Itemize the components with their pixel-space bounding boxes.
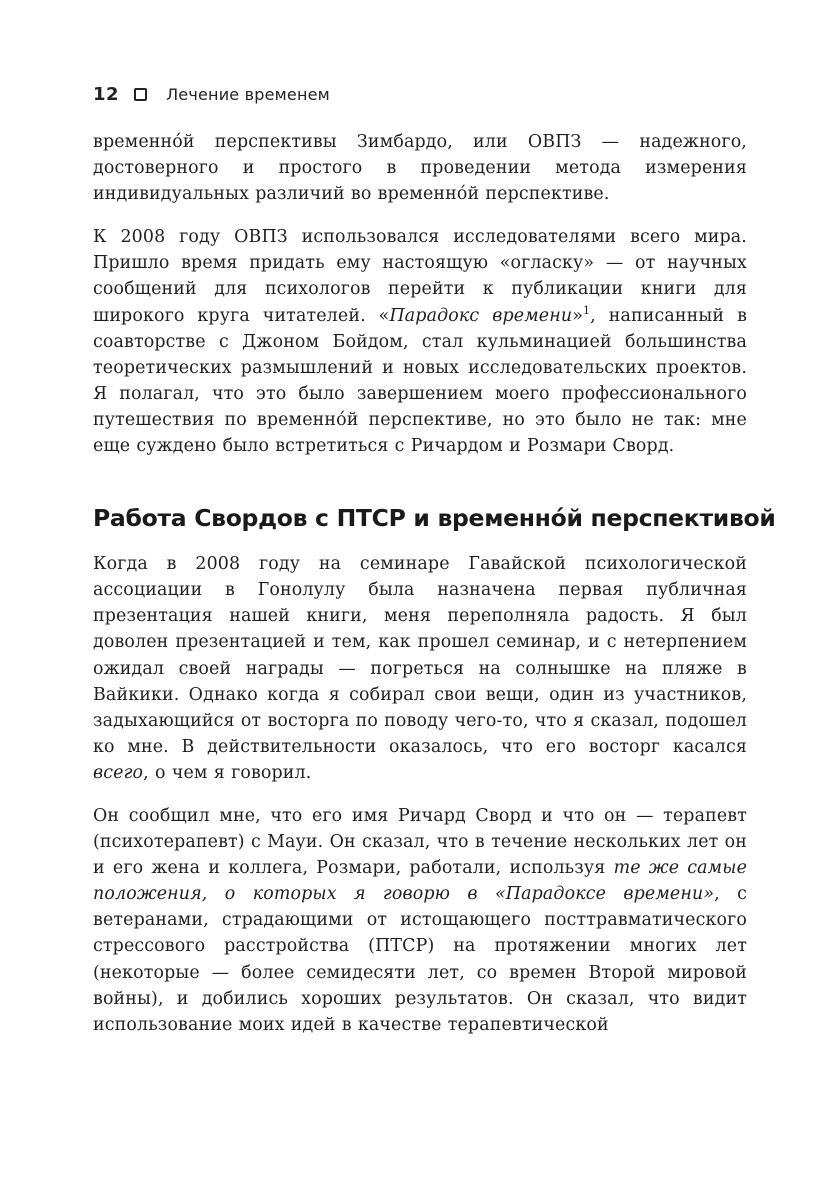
paragraph-text: К 2008 году ОВПЗ использовался исследователями всего мира. Пришло время придать ему настоящую «огласку» — от научных сообщений для психологов перейти к публикации книги для широкого круга читателей. «: [93, 227, 747, 326]
running-title: Лечение временем: [166, 84, 330, 104]
footnote-reference: 1: [583, 303, 591, 317]
paragraph-1: [93, 129, 747, 207]
book-page: [93, 78, 776, 1038]
paragraph-text: , с ветеранами, страдающими от истощающего посттравматического стрессового расстройства (ПТСР) на протяжении многих лет (некоторые — более семидесяти лет, со времен Второй мировой войны), и добились хороших результатов. Он сказал, что видит использование моих идей в качестве терапевтической: [93, 884, 747, 1035]
paragraph-2: [93, 224, 747, 459]
page-number: 12: [93, 83, 120, 105]
emphasis-italic: те же самые положения, о которых я говорю в «Парадоксе времени»: [93, 858, 748, 905]
paragraph-text: »: [572, 305, 584, 326]
paragraph-text: временно́й перспективы Зимбардо, или ОВПЗ — надежного, достоверного и простого в проведении метода измерения индивидуальных различий во временно́й перспективе.: [93, 132, 747, 205]
emphasis-italic: всего: [93, 762, 144, 783]
paragraph-text: Когда в 2008 году на семинаре Гавайской психологической ассоциации в Гонолулу была назначена первая публичная презентация нашей книги, меня переполняла радость. Я был доволен презентацией и тем, как прошел семинар, и с нетерпением ожидал своей награды — погреться на солнышке на пляже в Вайкики. Однако когда я собирал свои вещи, один из участников, задыхающийся от восторга по поводу чего-то, что я сказал, подошел ко мне. В действительности оказалось, что его восторг касался: [93, 554, 747, 757]
running-header: [93, 78, 747, 110]
square-bullet-icon: [134, 88, 147, 101]
section-heading: Работа Свордов с ПТСР и временно́й перспективой: [93, 504, 776, 533]
paragraph-4: [93, 803, 747, 1038]
paragraph-3: [93, 551, 747, 786]
book-title-italic: Парадокс времени: [389, 305, 573, 326]
paragraph-text: , написанный в соавторстве с Джоном Бойдом, стал кульминацией большинства теоретических размышлений и новых исследовательских проектов. Я полагал, что это было завершением моего профессионального путешествия по временно́й перспективе, но это было не так: мне еще суждено было встретиться с Ричардом и Розмари Сворд.: [93, 305, 748, 457]
paragraph-text: Он сообщил мне, что его имя Ричард Сворд и что он — терапевт (психотерапевт) с Мауи. Он сказал, что в течение нескольких лет он и его жена и коллега, Розмари, работали, используя: [93, 805, 747, 879]
paragraph-text: , о чем я говорил.: [143, 762, 312, 783]
